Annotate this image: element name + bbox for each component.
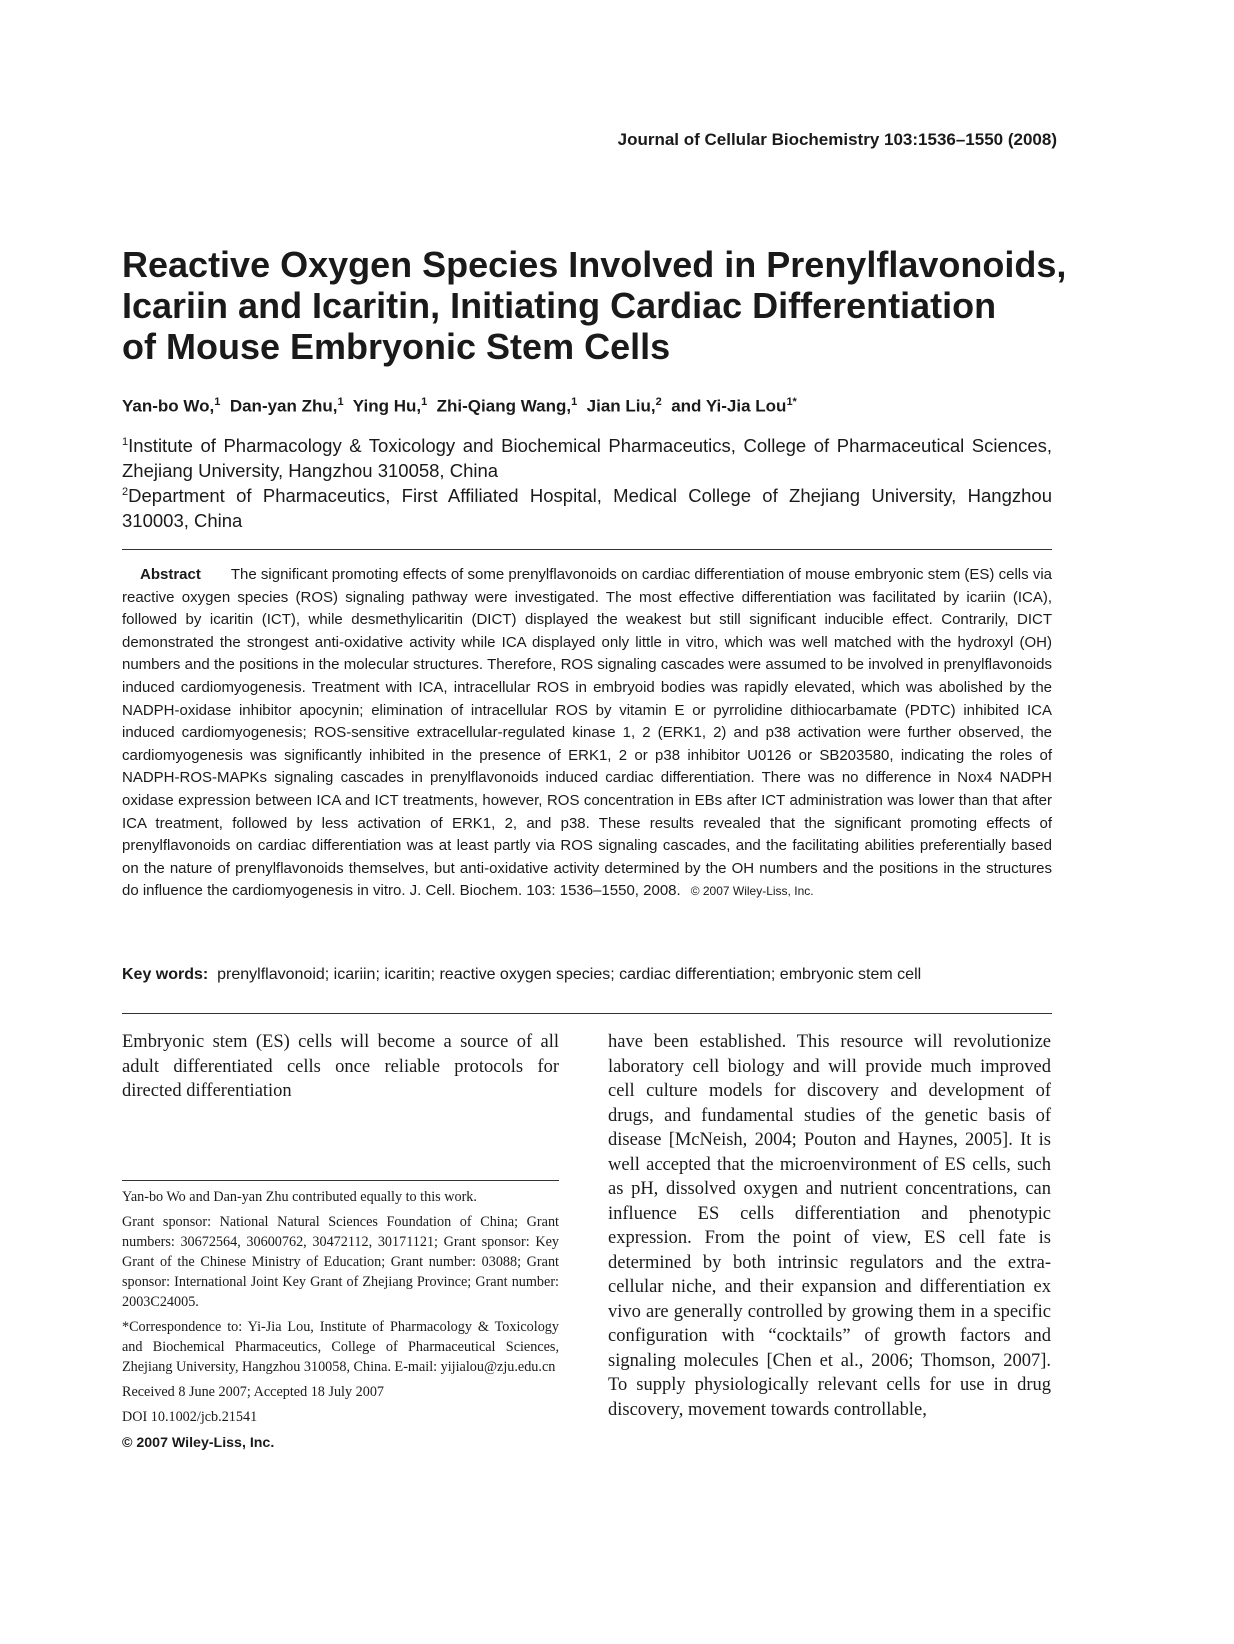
footnote-received: Received 8 June 2007; Accepted 18 July 2007	[122, 1384, 385, 1400]
author-list	[122, 396, 797, 417]
body-column-left: Embryonic stem (ES) cells will become a source of all adult differentiated cells once reliable protocols for directed differentiation	[122, 1032, 559, 1101]
author-name: Ying Hu,	[352, 396, 422, 416]
author-name: and Yi-Jia Lou	[671, 396, 787, 416]
affiliation-1	[122, 430, 1052, 483]
keywords	[122, 966, 1052, 984]
title-line: Icariin and Icaritin, Initiating Cardiac Differentiation	[122, 285, 997, 326]
keywords-text: prenylflavonoid; icariin; icaritin; reactive oxygen species; cardiac differentiation; embryonic stem cell	[217, 966, 922, 983]
author-affil-sup: 1*	[786, 396, 797, 408]
author-name: Zhi-Qiang Wang,	[436, 396, 572, 416]
author-name: Dan-yan Zhu,	[229, 396, 338, 416]
author-name: Yan-bo Wo,	[122, 396, 215, 416]
keywords-divider	[122, 1013, 1052, 1014]
title-line: Reactive Oxygen Species Involved in Prenylflavonoids,	[122, 244, 1067, 285]
affiliation-sup: 2	[122, 486, 129, 498]
footnote-grants: Grant sponsor: National Natural Sciences Foundation of China; Grant numbers: 30672564, 30600762, 30472112, 30171121; Grant sponsor: Key Grant of the Chinese Ministry of Education; Grant number: 03088; Grant sponsor: International Joint Key Grant of Zhejiang Province; Grant number: 2003C24005.	[122, 1214, 559, 1310]
body-column-right: have been established. This resource will revolutionize laboratory cell biology and will provide much improved cell culture models for discovery and development of drugs, and fundamental studies of the genetic basis of disease [McNeish, 2004; Pouton and Haynes, 2005]. It is well accepted that the microenvironment of ES cells, such as pH, dissolved oxygen and nutrient concentrations, can influence ES cells differentiation and phenotypic expression. From the point of view, ES cell fate is determined by both intrinsic regulators and the extra-cellular niche, and their expansion and differentiation ex vivo are generally controlled by growing them in a specific configuration with “cocktails” of growth factors and signaling molecules [Chen et al., 2006; Thomson, 2007]. To supply physiologically relevant cells for use in drug discovery, movement towards controllable,	[608, 1032, 1051, 1420]
keywords-label: Key words:	[122, 966, 209, 983]
author-affil-sup: 1	[337, 396, 344, 408]
footnote-divider	[122, 1180, 559, 1181]
footnote-copyright: © 2007 Wiley-Liss, Inc.	[122, 1435, 275, 1451]
footnotes	[122, 1187, 559, 1458]
abstract-copyright: © 2007 Wiley-Liss, Inc.	[690, 884, 814, 899]
author-affil-sup: 1	[421, 396, 428, 408]
footnote-doi: DOI 10.1002/jcb.21541	[122, 1409, 258, 1425]
affiliation-sup: 1	[122, 436, 129, 448]
author-affil-sup: 1	[571, 396, 578, 408]
header-divider	[122, 549, 1052, 550]
article-title	[122, 244, 1122, 367]
affiliation-text: Institute of Pharmacology & Toxicology and Biochemical Pharmaceutics, College of Pharmaceutical Sciences, Zhejiang University, Hangzhou 310058, China	[122, 435, 1052, 482]
author-affil-sup: 1	[214, 396, 221, 408]
author-affil-sup: 2	[655, 396, 662, 408]
affiliation-2	[122, 480, 1052, 533]
footnote-correspondence: *Correspondence to: Yi-Jia Lou, Institute of Pharmacology & Toxicology and Biochemical Pharmaceutics, College of Pharmaceutical Sciences, Zhejiang University, Hangzhou 310058, China. E-mail: yijialou@zju.edu.cn	[122, 1319, 559, 1375]
abstract-text: The significant promoting effects of some prenylflavonoids on cardiac differentiation of mouse embryonic stem (ES) cells via reactive oxygen species (ROS) signaling pathway were investigated. The most effective differentiation was facilitated by icariin (ICA), followed by icaritin (ICT), while desmethylicaritin (DICT) displayed the weakest but still significant inducible effect. Contrarily, DICT demonstrated the strongest anti-oxidative activity while ICA displayed only little in vitro, which was well matched with the hydroxyl (OH) numbers and the positions in the molecular structures. Therefore, ROS signaling cascades were assumed to be involved in prenylflavonoids induced cardiomyogenesis. Treatment with ICA, intracellular ROS in embryoid bodies was rapidly elevated, which was abolished by the NADPH-oxidase inhibitor apocynin; elimination of intracellular ROS by vitamin E or pyrrolidine dithiocarbamate (PDTC) inhibited ICA induced cardiomyogenesis; ROS-sensitive extracellular-regulated kinase 1, 2 (ERK1, 2) and p38 activation were further observed, the cardiomyogenesis was significantly inhibited in the presence of ERK1, 2 or p38 inhibitor U0126 or SB203580, indicating the roles of NADPH-ROS-MAPKs signaling cascades in prenylflavonoids induced cardiac differentiation. There was no difference in Nox4 NADPH oxidase expression between ICA and ICT treatments, however, ROS concentration in EBs after ICT administration was lower than that after ICA treatment, followed by less activation of ERK1, 2, and p38. These results revealed that the significant promoting effects of prenylflavonoids on cardiac differentiation was at least partly via ROS signaling cascades, and the facilitating abilities preferentially based on the nature of prenylflavonoids themselves, but anti-oxidative activity determined by the OH numbers and the positions in the structures do influence the cardiomyogenesis in vitro. J. Cell. Biochem. 103: 1536–1550, 2008.	[122, 566, 1052, 900]
footnote-equal-contribution: Yan-bo Wo and Dan-yan Zhu contributed equally to this work.	[122, 1189, 477, 1205]
title-line: of Mouse Embryonic Stem Cells	[122, 326, 671, 367]
abstract	[122, 564, 1052, 903]
abstract-label: Abstract	[140, 566, 201, 583]
author-name: Jian Liu,	[586, 396, 656, 416]
journal-header: Journal of Cellular Biochemistry 103:1536–1550 (2008)	[617, 130, 1057, 149]
affiliation-text: Department of Pharmaceutics, First Affiliated Hospital, Medical College of Zhejiang University, Hangzhou 310003, China	[122, 485, 1052, 532]
